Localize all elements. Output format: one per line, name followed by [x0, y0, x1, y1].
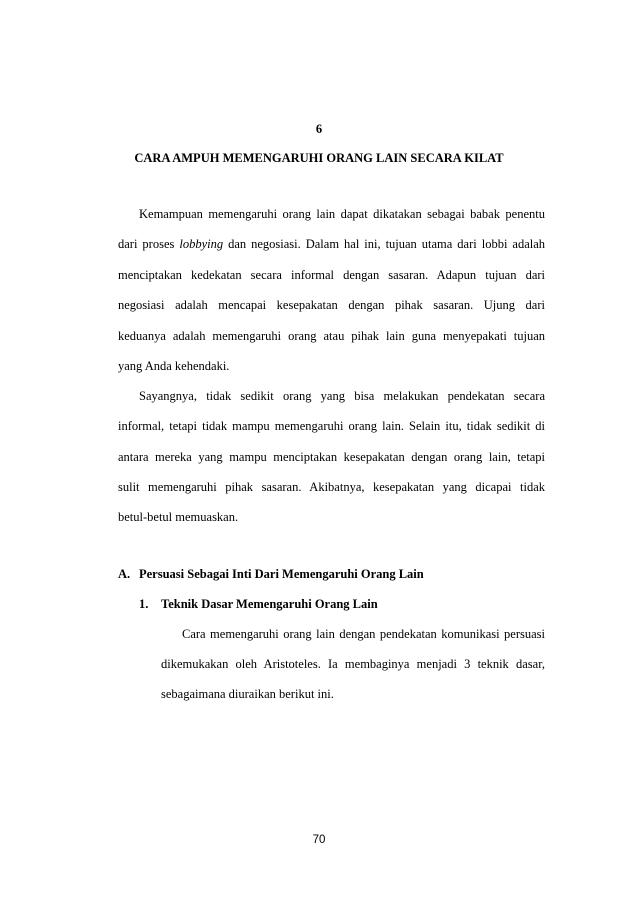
paragraph-3-line-3: sebagaimana diuraikan berikut ini. [161, 687, 334, 701]
paragraph-3-line-1: Cara memengaruhi orang lain dengan pendekatan komunikasi persuasi [182, 627, 545, 641]
section-a-label: A. [118, 567, 131, 581]
chapter-number: 6 [315, 122, 323, 136]
paragraph-1-line-6: yang Anda kehendaki. [118, 359, 230, 373]
paragraph-2-line-5: betul-betul memuaskan. [118, 510, 239, 524]
paragraph-1-line-5: keduanya adalah memengaruhi orang atau pihak lain guna menyepakati tujuan [118, 329, 545, 343]
paragraph-2-line-4: sulit memengaruhi pihak sasaran. Akibatnya, kesepakatan yang dicapai tidak [118, 480, 545, 494]
paragraph-2-line-2: informal, tetapi tidak mampu memengaruhi orang lain. Selain itu, tidak sedikit di [118, 419, 545, 433]
paragraph-2-line-3: antara mereka yang mampu menciptakan kesepakatan dengan orang lain, tetapi [118, 450, 545, 464]
subsection-1-title: Teknik Dasar Memengaruhi Orang Lain [161, 597, 378, 611]
italic-term: lobbying [179, 237, 224, 251]
chapter-title: CARA AMPUH MEMENGARUHI ORANG LAIN SECARA KILAT [134, 151, 504, 165]
paragraph-2-line-1: Sayangnya, tidak sedikit orang yang bisa melakukan pendekatan secara [139, 389, 545, 403]
paragraph-1-line-2 [118, 237, 545, 252]
paragraph-3-line-2: dikemukakan oleh Aristoteles. Ia membaginya menjadi 3 teknik dasar, [161, 657, 545, 671]
section-a-title: Persuasi Sebagai Inti Dari Memengaruhi Orang Lain [139, 567, 424, 581]
text-run: dari proses [118, 237, 180, 251]
paragraph-1-line-1: Kemampuan memengaruhi orang lain dapat dikatakan sebagai babak penentu [139, 207, 545, 221]
paragraph-1-line-3: menciptakan kedekatan secara informal dengan sasaran. Adapun tujuan dari [118, 268, 545, 282]
subsection-1-label: 1. [139, 597, 149, 611]
paragraph-1-line-4: negosiasi adalah mencapai kesepakatan dengan pihak sasaran. Ujung dari [118, 298, 545, 312]
page-number: 70 [312, 834, 326, 846]
text-run: dan negosiasi. Dalam hal ini, tujuan utama dari lobbi adalah [223, 237, 546, 251]
